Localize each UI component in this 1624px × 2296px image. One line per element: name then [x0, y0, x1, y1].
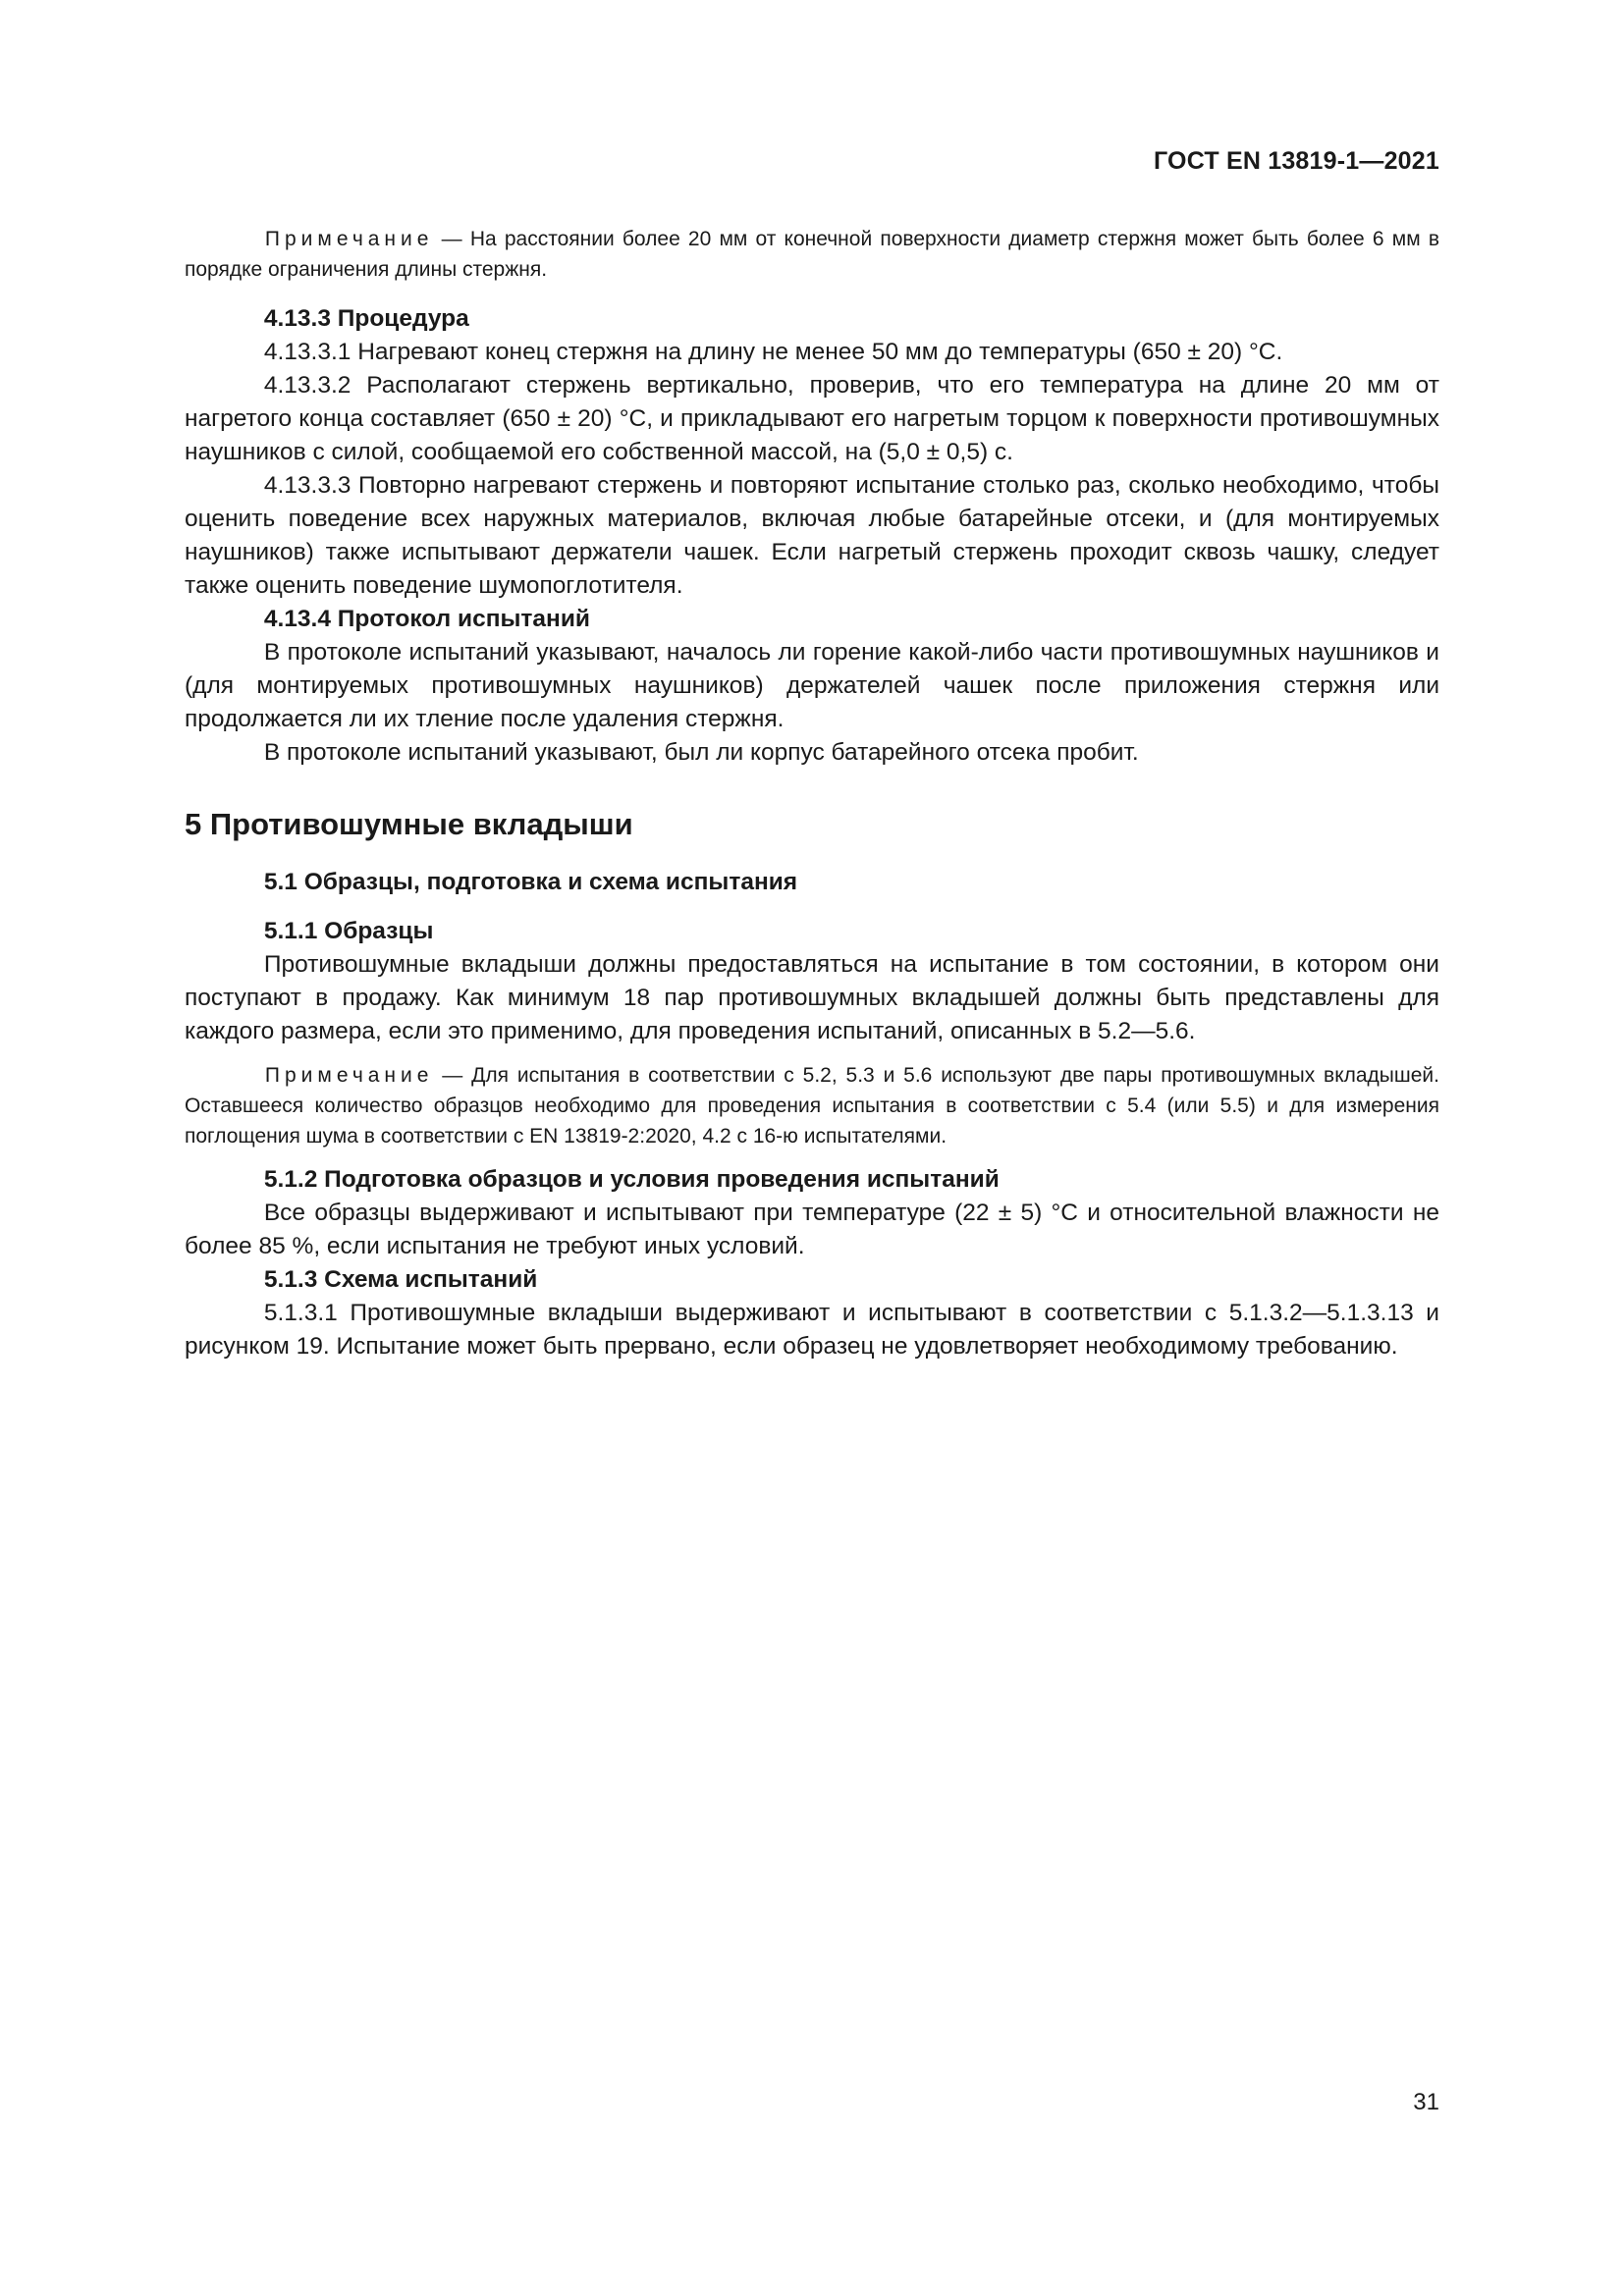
page-content: [185, 224, 1439, 1363]
heading-5-1-1: 5.1.1 Образцы: [263, 918, 434, 944]
note-samples: [185, 1060, 1439, 1151]
paragraph-5-1-2: Все образцы выдерживают и испытывают при температуре (22 ± 5) °С и относительной влажности не более 85 %, если испытания не требуют иных условий.: [185, 1200, 1439, 1259]
heading-5-1: 5.1 Образцы, подготовка и схема испытания: [263, 869, 798, 895]
heading-section-5: 5 Противошумные вкладыши: [185, 807, 633, 841]
paragraph-4-13-4-2: В протоколе испытаний указывают, был ли корпус батарейного отсека пробит.: [263, 739, 1139, 766]
paragraph-5-1-1: Противошумные вкладыши должны предоставляться на испытание в том состоянии, в котором они поступают в продажу. Как минимум 18 пар противошумных вкладышей должны быть представлены для каждого размера, если это применимо, для проведения испытаний, описанных в 5.2—5.6.: [185, 951, 1439, 1044]
standard-header: ГОСТ EN 13819-1—2021: [1154, 147, 1439, 175]
note-label: Примечание: [264, 1064, 434, 1087]
paragraph-4-13-3-1: 4.13.3.1 Нагревают конец стержня на длину не менее 50 мм до температуры (650 ± 20) °С.: [263, 339, 1283, 365]
paragraph-5-1-3-1: 5.1.3.1 Противошумные вкладыши выдерживают и испытывают в соответствии с 5.1.3.2—5.1.3.13 и рисунком 19. Испытание может быть прервано, если образец не удовлетворяет необходимому требованию.: [185, 1300, 1439, 1360]
paragraph-4-13-3-2: 4.13.3.2 Располагают стержень вертикально, проверив, что его температура на длине 20 мм от нагретого конца составляет (650 ± 20) °С, и прикладывают его нагретым торцом к поверхности противошумных наушников с силой, сообщаемой его собственной массой, на (5,0 ± 0,5) с.: [185, 372, 1439, 465]
note-text: — Для испытания в соответствии с 5.2, 5.3 и 5.6 используют две пары противошумных вкладышей. Оставшееся количество образцов необходимо для проведения испытания в соответствии с 5.4 (или 5.5) и для измерения поглощения шума в соответствии с EN 13819-2:2020, 4.2 с 16-ю испытателями.: [185, 1064, 1439, 1148]
note-text: — На расстоянии более 20 мм от конечной поверхности диаметр стержня может быть более 6 мм в порядке ограничения длины стержня.: [185, 228, 1439, 281]
heading-4-13-3: 4.13.3 Процедура: [263, 305, 469, 332]
note-rod-diameter: [185, 224, 1439, 285]
note-label: Примечание: [264, 228, 434, 250]
heading-5-1-3: 5.1.3 Схема испытаний: [263, 1266, 538, 1293]
paragraph-4-13-3-3: 4.13.3.3 Повторно нагревают стержень и повторяют испытание столько раз, сколько необходимо, чтобы оценить поведение всех наружных материалов, включая любые батарейные отсеки, и (для монтируемых наушников) также испытывают держатели чашек. Если нагретый стержень проходит сквозь чашку, следует также оценить поведение шумопоглотителя.: [185, 472, 1439, 599]
page-number: 31: [1413, 2089, 1439, 2115]
paragraph-4-13-4-1: В протоколе испытаний указывают, началось ли горение какой-либо части противошумных наушников и (для монтируемых противошумных наушников) держателей чашек после приложения стержня или продолжается ли их тление после удаления стержня.: [185, 639, 1439, 732]
heading-4-13-4: 4.13.4 Протокол испытаний: [263, 606, 590, 632]
heading-5-1-2: 5.1.2 Подготовка образцов и условия проведения испытаний: [263, 1166, 1000, 1193]
